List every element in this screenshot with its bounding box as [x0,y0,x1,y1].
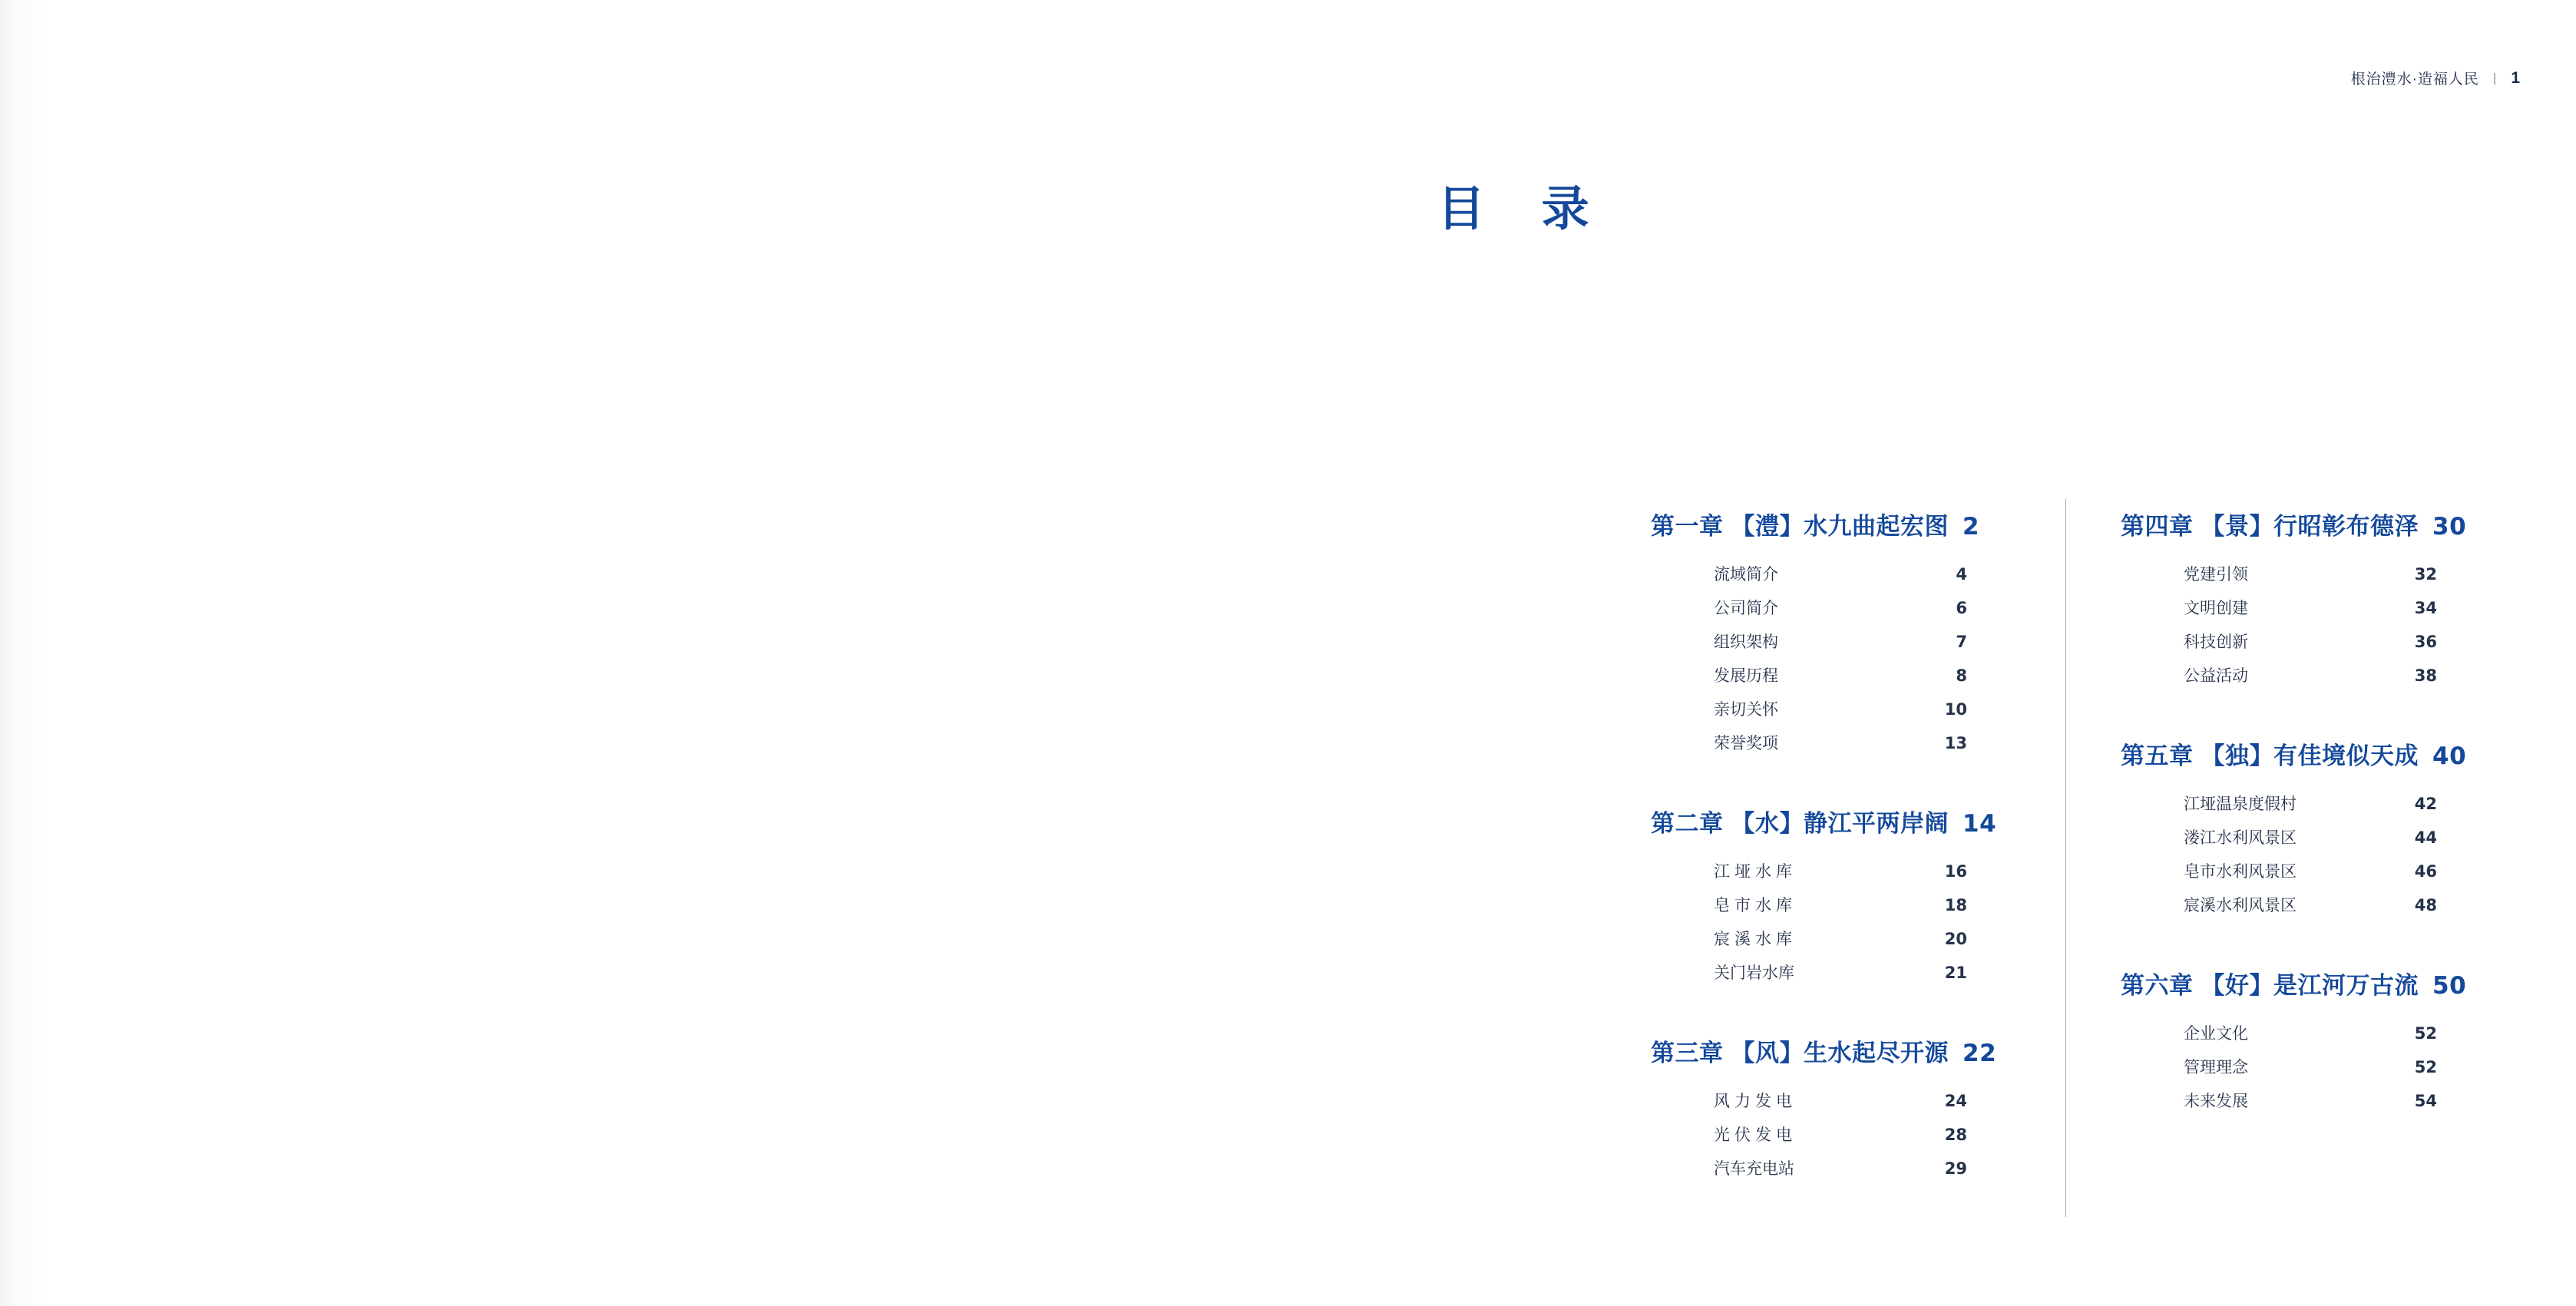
toc-entry-list [1651,854,2019,989]
chapter-number: 第二章 [1651,810,1724,838]
entry-name: 科技创新 [2184,633,2248,651]
entry-name: 企业文化 [2184,1024,2248,1043]
chapter-number: 第六章 [2121,972,2194,1000]
toc-entry[interactable] [2184,888,2437,921]
chapter-number: 第一章 [1651,513,1724,541]
entry-name: 皂市水利风景区 [2184,862,2297,881]
entry-name: 发展历程 [1714,666,1778,685]
toc-entry-list [1651,1083,2019,1185]
toc-entry-list [1651,557,2019,759]
entry-page: 28 [1944,1126,1967,1144]
chapter-page: 40 [2432,742,2467,770]
entry-name: 公司简介 [1714,599,1778,617]
entry-name: 江垭水库 [1714,862,1797,881]
entry-page: 21 [1944,964,1967,982]
toc-chapter-heading[interactable] [2121,966,2489,1000]
toc-chapter [2121,507,2489,692]
chapter-name: 【风】生水起尽开源 [1731,1040,1949,1067]
toc-entry[interactable] [1714,888,1967,921]
toc-chapter-heading[interactable] [1651,804,2019,838]
toc-chapter-heading[interactable] [1651,507,2019,541]
header-separator: | [2492,70,2498,85]
header-slogan: 根治澧水·造福人民 [2350,71,2479,88]
toc-entry[interactable] [2184,786,2437,820]
toc-column-right [2073,507,2489,1123]
toc-entry[interactable] [2184,1050,2437,1083]
entry-page: 7 [1956,633,1967,651]
page-gutter-shadow [0,0,48,1306]
entry-name: 流域简介 [1714,565,1778,584]
entry-name: 宸溪水利风景区 [2184,896,2297,914]
toc-entry[interactable] [2184,624,2437,658]
entry-page: 6 [1956,599,1967,617]
toc-chapter-heading[interactable] [2121,507,2489,541]
entry-name: 未来发展 [2184,1092,2248,1110]
toc-entry[interactable] [2184,820,2437,854]
entry-page: 52 [2414,1024,2437,1043]
entry-name: 江垭温泉度假村 [2184,795,2297,813]
entry-page: 34 [2414,599,2437,617]
chapter-number: 第四章 [2121,513,2194,541]
entry-name: 党建引领 [2184,565,2248,584]
toc-entry-list [2121,557,2489,692]
toc-entry[interactable] [1714,1083,1967,1117]
toc-entry[interactable] [2184,1016,2437,1050]
entry-page: 8 [1956,666,1967,685]
toc-entry[interactable] [1714,658,1967,692]
toc-chapter [1651,804,2019,989]
chapter-name: 【景】行昭彰布德泽 [2201,513,2419,541]
table-of-contents [1651,507,2518,1191]
toc-entry[interactable] [1714,921,1967,955]
entry-page: 20 [1944,930,1967,948]
entry-name: 溇江水利风景区 [2184,828,2297,847]
entry-name: 汽车充电站 [1714,1159,1794,1178]
entry-page: 4 [1956,565,1967,584]
chapter-name: 【澧】水九曲起宏图 [1731,513,1949,541]
chapter-name: 【好】是江河万古流 [2201,972,2419,1000]
toc-chapter-heading[interactable] [1651,1033,2019,1068]
toc-chapter [1651,507,2019,759]
toc-chapter [1651,1033,2019,1185]
toc-entry[interactable] [1714,726,1967,759]
entry-name: 亲切关怀 [1714,700,1778,719]
entry-name: 公益活动 [2184,666,2248,685]
toc-entry-list [2121,786,2489,921]
entry-page: 18 [1944,896,1967,914]
entry-name: 皂市水库 [1714,896,1797,914]
entry-page: 44 [2414,828,2437,847]
toc-entry[interactable] [1714,1117,1967,1151]
entry-page: 48 [2414,896,2437,914]
chapter-page: 14 [1963,810,1997,838]
toc-entry[interactable] [1714,557,1967,590]
entry-page: 16 [1944,862,1967,881]
entry-page: 32 [2414,565,2437,584]
page-title: 目 录 [1437,180,1609,236]
toc-entry[interactable] [1714,1151,1967,1185]
entry-page: 52 [2414,1058,2437,1076]
toc-entry[interactable] [2184,557,2437,590]
chapter-page: 22 [1963,1040,1997,1067]
toc-chapter [2121,966,2489,1117]
entry-name: 关门岩水库 [1714,964,1794,982]
chapter-number: 第五章 [2121,742,2194,770]
entry-name: 荣誉奖项 [1714,734,1778,752]
entry-page: 13 [1944,734,1967,752]
chapter-page: 30 [2432,513,2467,541]
page-header [2351,68,2521,88]
chapter-page: 50 [2432,972,2467,1000]
entry-page: 29 [1944,1159,1967,1178]
entry-name: 光伏发电 [1714,1126,1797,1144]
entry-name: 组织架构 [1714,633,1778,651]
toc-entry[interactable] [1714,854,1967,888]
entry-page: 42 [2414,795,2437,813]
toc-chapter [2121,736,2489,921]
toc-entry[interactable] [1714,692,1967,726]
toc-entry[interactable] [1714,590,1967,624]
toc-entry[interactable] [2184,658,2437,692]
chapter-page: 2 [1963,513,1980,541]
chapter-name: 【水】静江平两岸阔 [1731,810,1949,838]
entry-page: 46 [2414,862,2437,881]
entry-name: 宸溪水库 [1714,930,1797,948]
toc-entry-list [2121,1016,2489,1117]
toc-entry[interactable] [1714,624,1967,658]
entry-page: 10 [1944,700,1967,719]
toc-column-left [1651,507,2019,1191]
entry-name: 文明创建 [2184,599,2248,617]
entry-page: 24 [1944,1092,1967,1110]
chapter-name: 【独】有佳境似天成 [2201,742,2419,770]
entry-page: 38 [2414,666,2437,685]
entry-name: 管理理念 [2184,1058,2248,1076]
toc-entry[interactable] [1714,955,1967,989]
entry-name: 风力发电 [1714,1092,1797,1110]
entry-page: 36 [2414,633,2437,651]
chapter-number: 第三章 [1651,1040,1724,1067]
header-page-number: 1 [2511,68,2521,87]
toc-entry[interactable] [2184,590,2437,624]
toc-entry[interactable] [2184,854,2437,888]
toc-chapter-heading[interactable] [2121,736,2489,771]
entry-page: 54 [2414,1092,2437,1110]
toc-entry[interactable] [2184,1083,2437,1117]
